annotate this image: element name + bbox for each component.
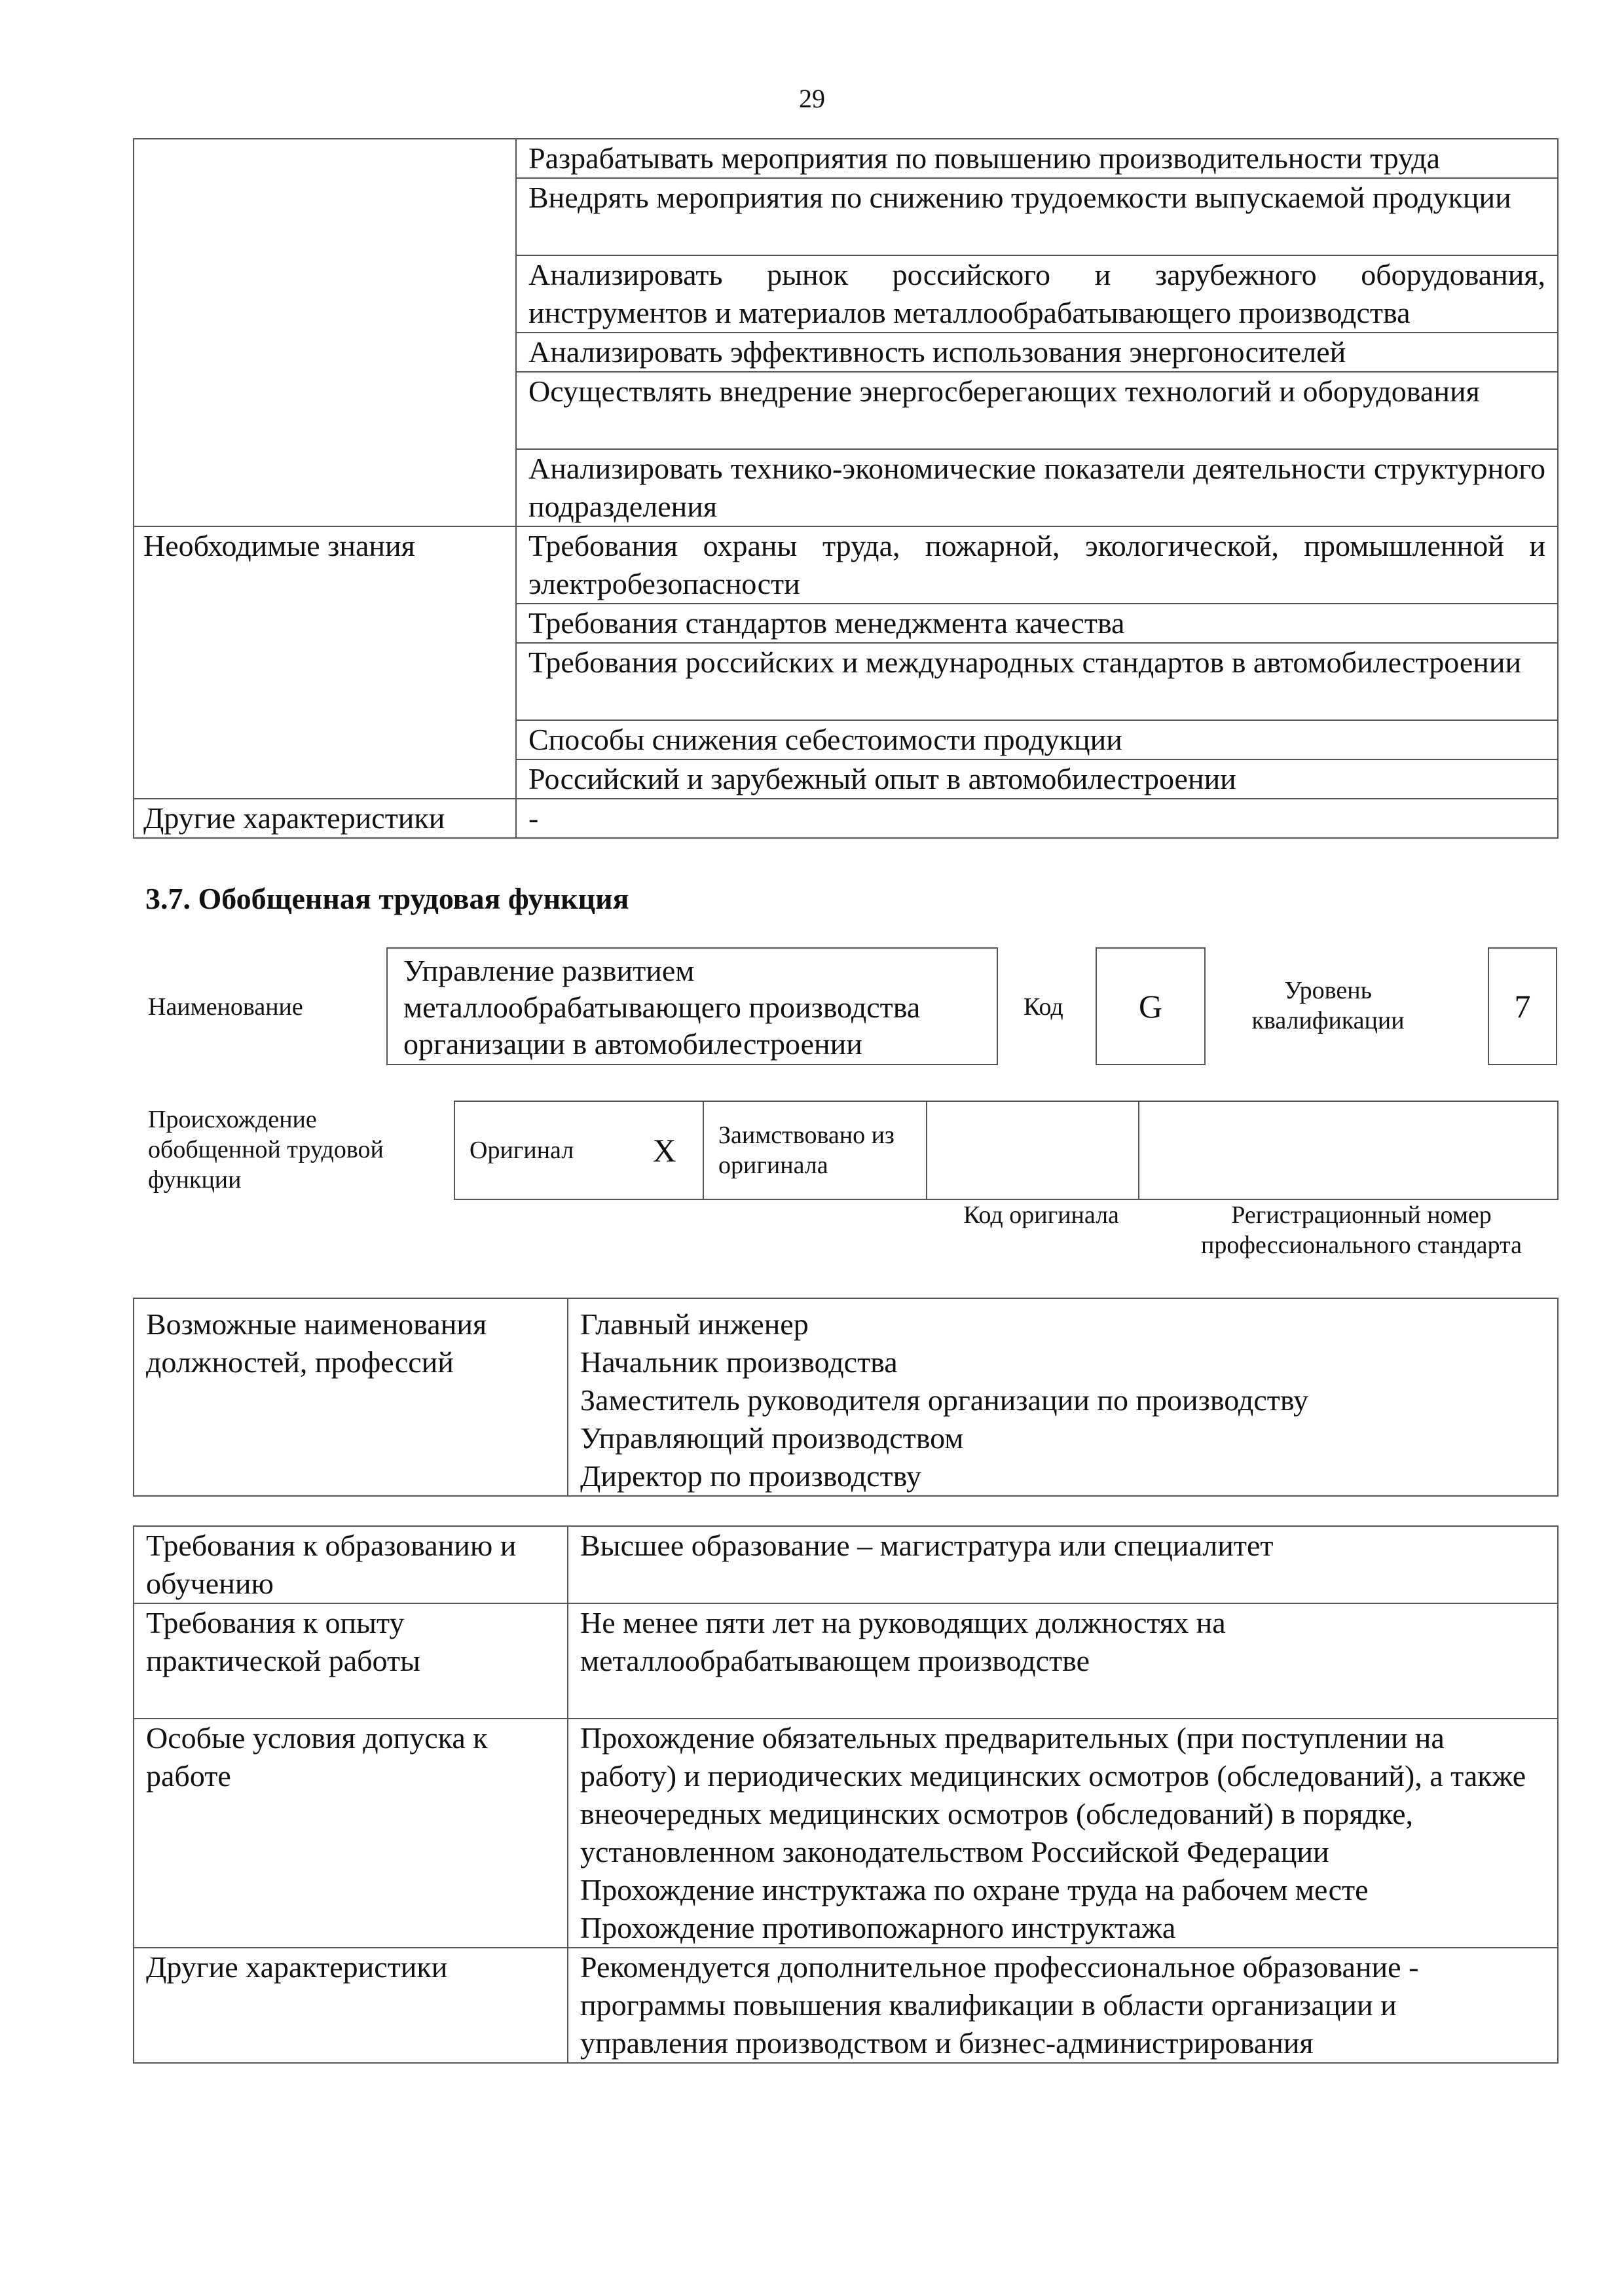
positions-list <box>568 1298 1558 1496</box>
knowledge-item: Требования российских и международных стандартов в автомобилестроении <box>516 643 1558 720</box>
position-item: Управляющий производством <box>580 1421 964 1455</box>
experience-label: Требования к опыту практической работы <box>134 1603 568 1719</box>
admission-value <box>568 1719 1558 1948</box>
skill-item: Анализировать эффективность использования энергоносителей <box>516 333 1558 372</box>
position-item: Начальник производства <box>580 1345 898 1379</box>
original-label: Оригинал <box>454 1101 626 1199</box>
knowledge-item: Российский и зарубежный опыт в автомобилестроении <box>516 759 1558 799</box>
admission-line: Прохождение инструктажа по охране труда на рабочем месте <box>580 1873 1369 1906</box>
education-value: Высшее образование – магистратура или специалитет <box>568 1526 1558 1603</box>
positions-table <box>133 1298 1559 1497</box>
knowledge-label: Необходимые знания <box>134 526 516 799</box>
skills-knowledge-table <box>133 138 1559 839</box>
origin-table <box>454 1101 1559 1200</box>
position-item: Главный инженер <box>580 1307 809 1341</box>
admission-label: Особые условия допуска к работе <box>134 1719 568 1948</box>
skill-item: Осуществлять внедрение энергосберегающих технологий и оборудования <box>516 372 1558 449</box>
skill-item: Разрабатывать мероприятия по повышению производительности труда <box>516 139 1558 178</box>
other-characteristics-label: Другие характеристики <box>134 799 516 838</box>
requirements-table <box>133 1525 1559 2064</box>
positions-label: Возможные наименования должностей, профессий <box>134 1298 568 1496</box>
education-label: Требования к образованию и обучению <box>134 1526 568 1603</box>
admission-line: Прохождение противопожарного инструктажа <box>580 1911 1176 1944</box>
position-item: Директор по производству <box>580 1459 921 1493</box>
other-label: Другие характеристики <box>134 1948 568 2063</box>
knowledge-item: Требования стандартов менеджмента качества <box>516 604 1558 643</box>
skill-item: Анализировать рынок российского и зарубежного оборудования, инструментов и материалов металлообрабатывающего производства <box>516 255 1558 333</box>
page-number: 29 <box>799 84 825 113</box>
skill-item: Внедрять мероприятия по снижению трудоемкости выпускаемой продукции <box>516 178 1558 255</box>
name-value: Управление развитием металлообрабатывающего производства организации в автомобилестроении <box>386 947 998 1065</box>
original-code-caption: Код оригинала <box>963 1201 1119 1229</box>
skills-label-cell <box>134 139 516 526</box>
other-characteristics-value: - <box>516 799 1558 838</box>
experience-value: Не менее пяти лет на руководящих должностях на металлообрабатывающем производстве <box>568 1603 1558 1719</box>
original-code-cell <box>927 1101 1139 1199</box>
level-value: 7 <box>1488 947 1557 1065</box>
admission-line: Прохождение обязательных предварительных (при поступлении на работу) и периодических медицинских осмотров (обследований), а также внеочередных медицинских осмотров (обследований) в порядке, установленном законодательством Российской Федерации <box>580 1721 1526 1868</box>
section-title: 3.7. Обобщенная трудовая функция <box>145 882 629 915</box>
knowledge-item: Способы снижения себестоимости продукции <box>516 720 1558 759</box>
position-item: Заместитель руководителя организации по производству <box>580 1383 1308 1417</box>
code-value: G <box>1096 947 1206 1065</box>
borrowed-label: Заимствовано из оригинала <box>703 1101 927 1199</box>
other-value: Рекомендуется дополнительное профессиональное образование - программы повышения квалификации в области организации и управления производством и бизнес-администрирования <box>568 1948 1558 2063</box>
level-label: Уровень квалификации <box>1251 977 1405 1034</box>
registration-number-cell <box>1139 1101 1558 1199</box>
skill-item: Анализировать технико-экономические показатели деятельности структурного подразделения <box>516 449 1558 526</box>
name-label: Наименование <box>148 993 303 1021</box>
origin-label: Происхождение обобщенной трудовой функции <box>148 1106 384 1194</box>
knowledge-item: Требования охраны труда, пожарной, экологической, промышленной и электробезопасности <box>516 526 1558 604</box>
code-label: Код <box>1024 993 1063 1021</box>
registration-number-caption: Регистрационный номер профессионального стандарта <box>1201 1201 1522 1259</box>
original-mark: X <box>626 1101 703 1199</box>
